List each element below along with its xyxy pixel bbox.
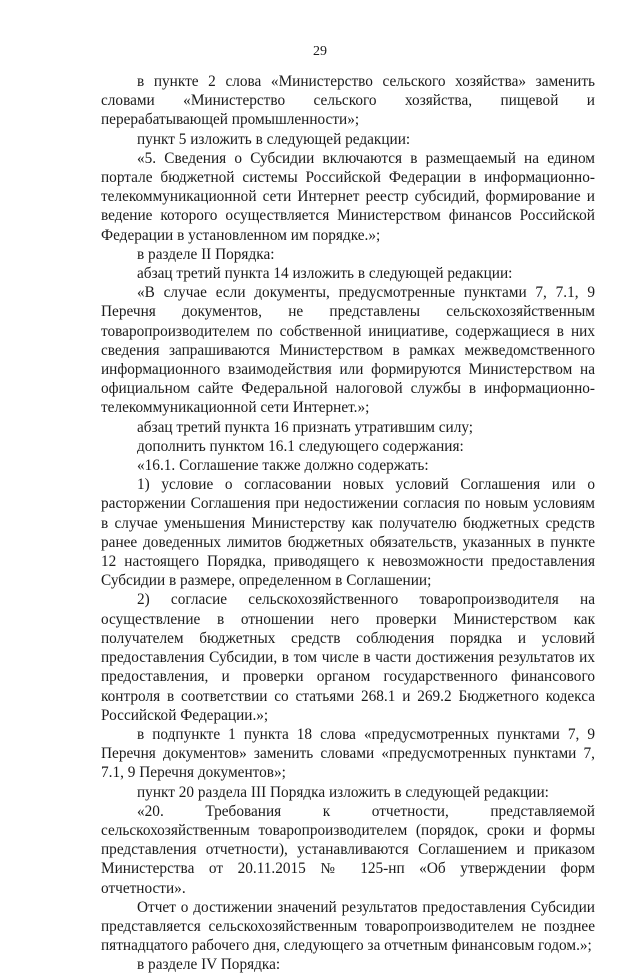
paragraph: в разделе II Порядка:	[137, 245, 275, 263]
paragraph: пункт 5 изложить в следующей редакции:	[137, 130, 411, 148]
paragraph: дополнить пунктом 16.1 следующего содержания:	[137, 437, 464, 455]
paragraph: абзац третий пункта 14 изложить в следующей редакции:	[137, 265, 513, 283]
paragraph: в разделе IV Порядка:	[137, 956, 281, 974]
paragraph: 2) согласие сельскохозяйственного товаропроизводителя на осуществление в отношении него проверки Министерством как получателем бюджетных средств соблюдения порядка и условий предоставления Субсидии, в том числе в части достижения результатов их предоставления, и проверки органом государственного финансового контроля в соответствии со статьями 268.1 и 269.2 Бюджетного кодекса Российской Федерации.»;	[101, 591, 595, 724]
paragraph: пункт 20 раздела III Порядка изложить в следующей редакции:	[137, 783, 549, 801]
page-number: 29	[313, 44, 327, 59]
paragraph: в пункте 2 слова «Министерство сельского хозяйства» заменить словами «Министерство сельского хозяйства, пищевой и перерабатывающей промышленности»;	[101, 73, 595, 129]
paragraph: «В случае если документы, предусмотренные пунктами 7, 7.1, 9 Перечня документов, не представлены сельскохозяйственным товаропроизводителем по собственной инициативе, содержащиеся в них сведения запрашиваются Министерством в рамках межведомственного информационного взаимодействия или формируются Министерством на официальном сайте Федеральной налоговой службы в информационно-телекоммуникационной сети Интернет.»;	[101, 284, 595, 417]
document-body	[101, 72, 595, 975]
paragraph: «5. Сведения о Субсидии включаются в размещаемый на едином портале бюджетной системы Российской Федерации в информационно-телекоммуникационной сети Интернет реестр субсидий, формирование и ведение которого осуществляется Министерством финансов Российской Федерации в установленном им порядке.»;	[101, 149, 595, 244]
paragraph: «16.1. Соглашение также должно содержать:	[137, 457, 429, 475]
paragraph: в подпункте 1 пункта 18 слова «предусмотренных пунктами 7, 9 Перечня документов» заменить словами «предусмотренных пунктами 7, 7.1, 9 Перечня документов»;	[101, 725, 595, 782]
paragraph: «20. Требования к отчетности, представляемой сельскохозяйственным товаропроизводителем (порядок, сроки и формы представления отчетности), устанавливаются Соглашением и приказом Министерства от 20.11.2015 № 125-нп «Об утверждении форм отчетности».	[101, 802, 595, 897]
paragraph: Отчет о достижении значений результатов предоставления Субсидии представляется сельскохозяйственным товаропроизводителем не позднее пятнадцатого рабочего дня, следующего за отчетным финансовым годом.»;	[101, 898, 595, 955]
paragraph: абзац третий пункта 16 признать утратившим силу;	[137, 418, 474, 436]
paragraph: 1) условие о согласовании новых условий Соглашения или о расторжении Соглашения при недостижении согласия по новым условиям в случае уменьшения Министерству как получателю бюджетных средств ранее доведенных лимитов бюджетных обязательств, указанных в пункте 12 настоящего Порядка, приводящего к невозможности предоставления Субсидии в размере, определенном в Соглашении;	[101, 476, 595, 590]
